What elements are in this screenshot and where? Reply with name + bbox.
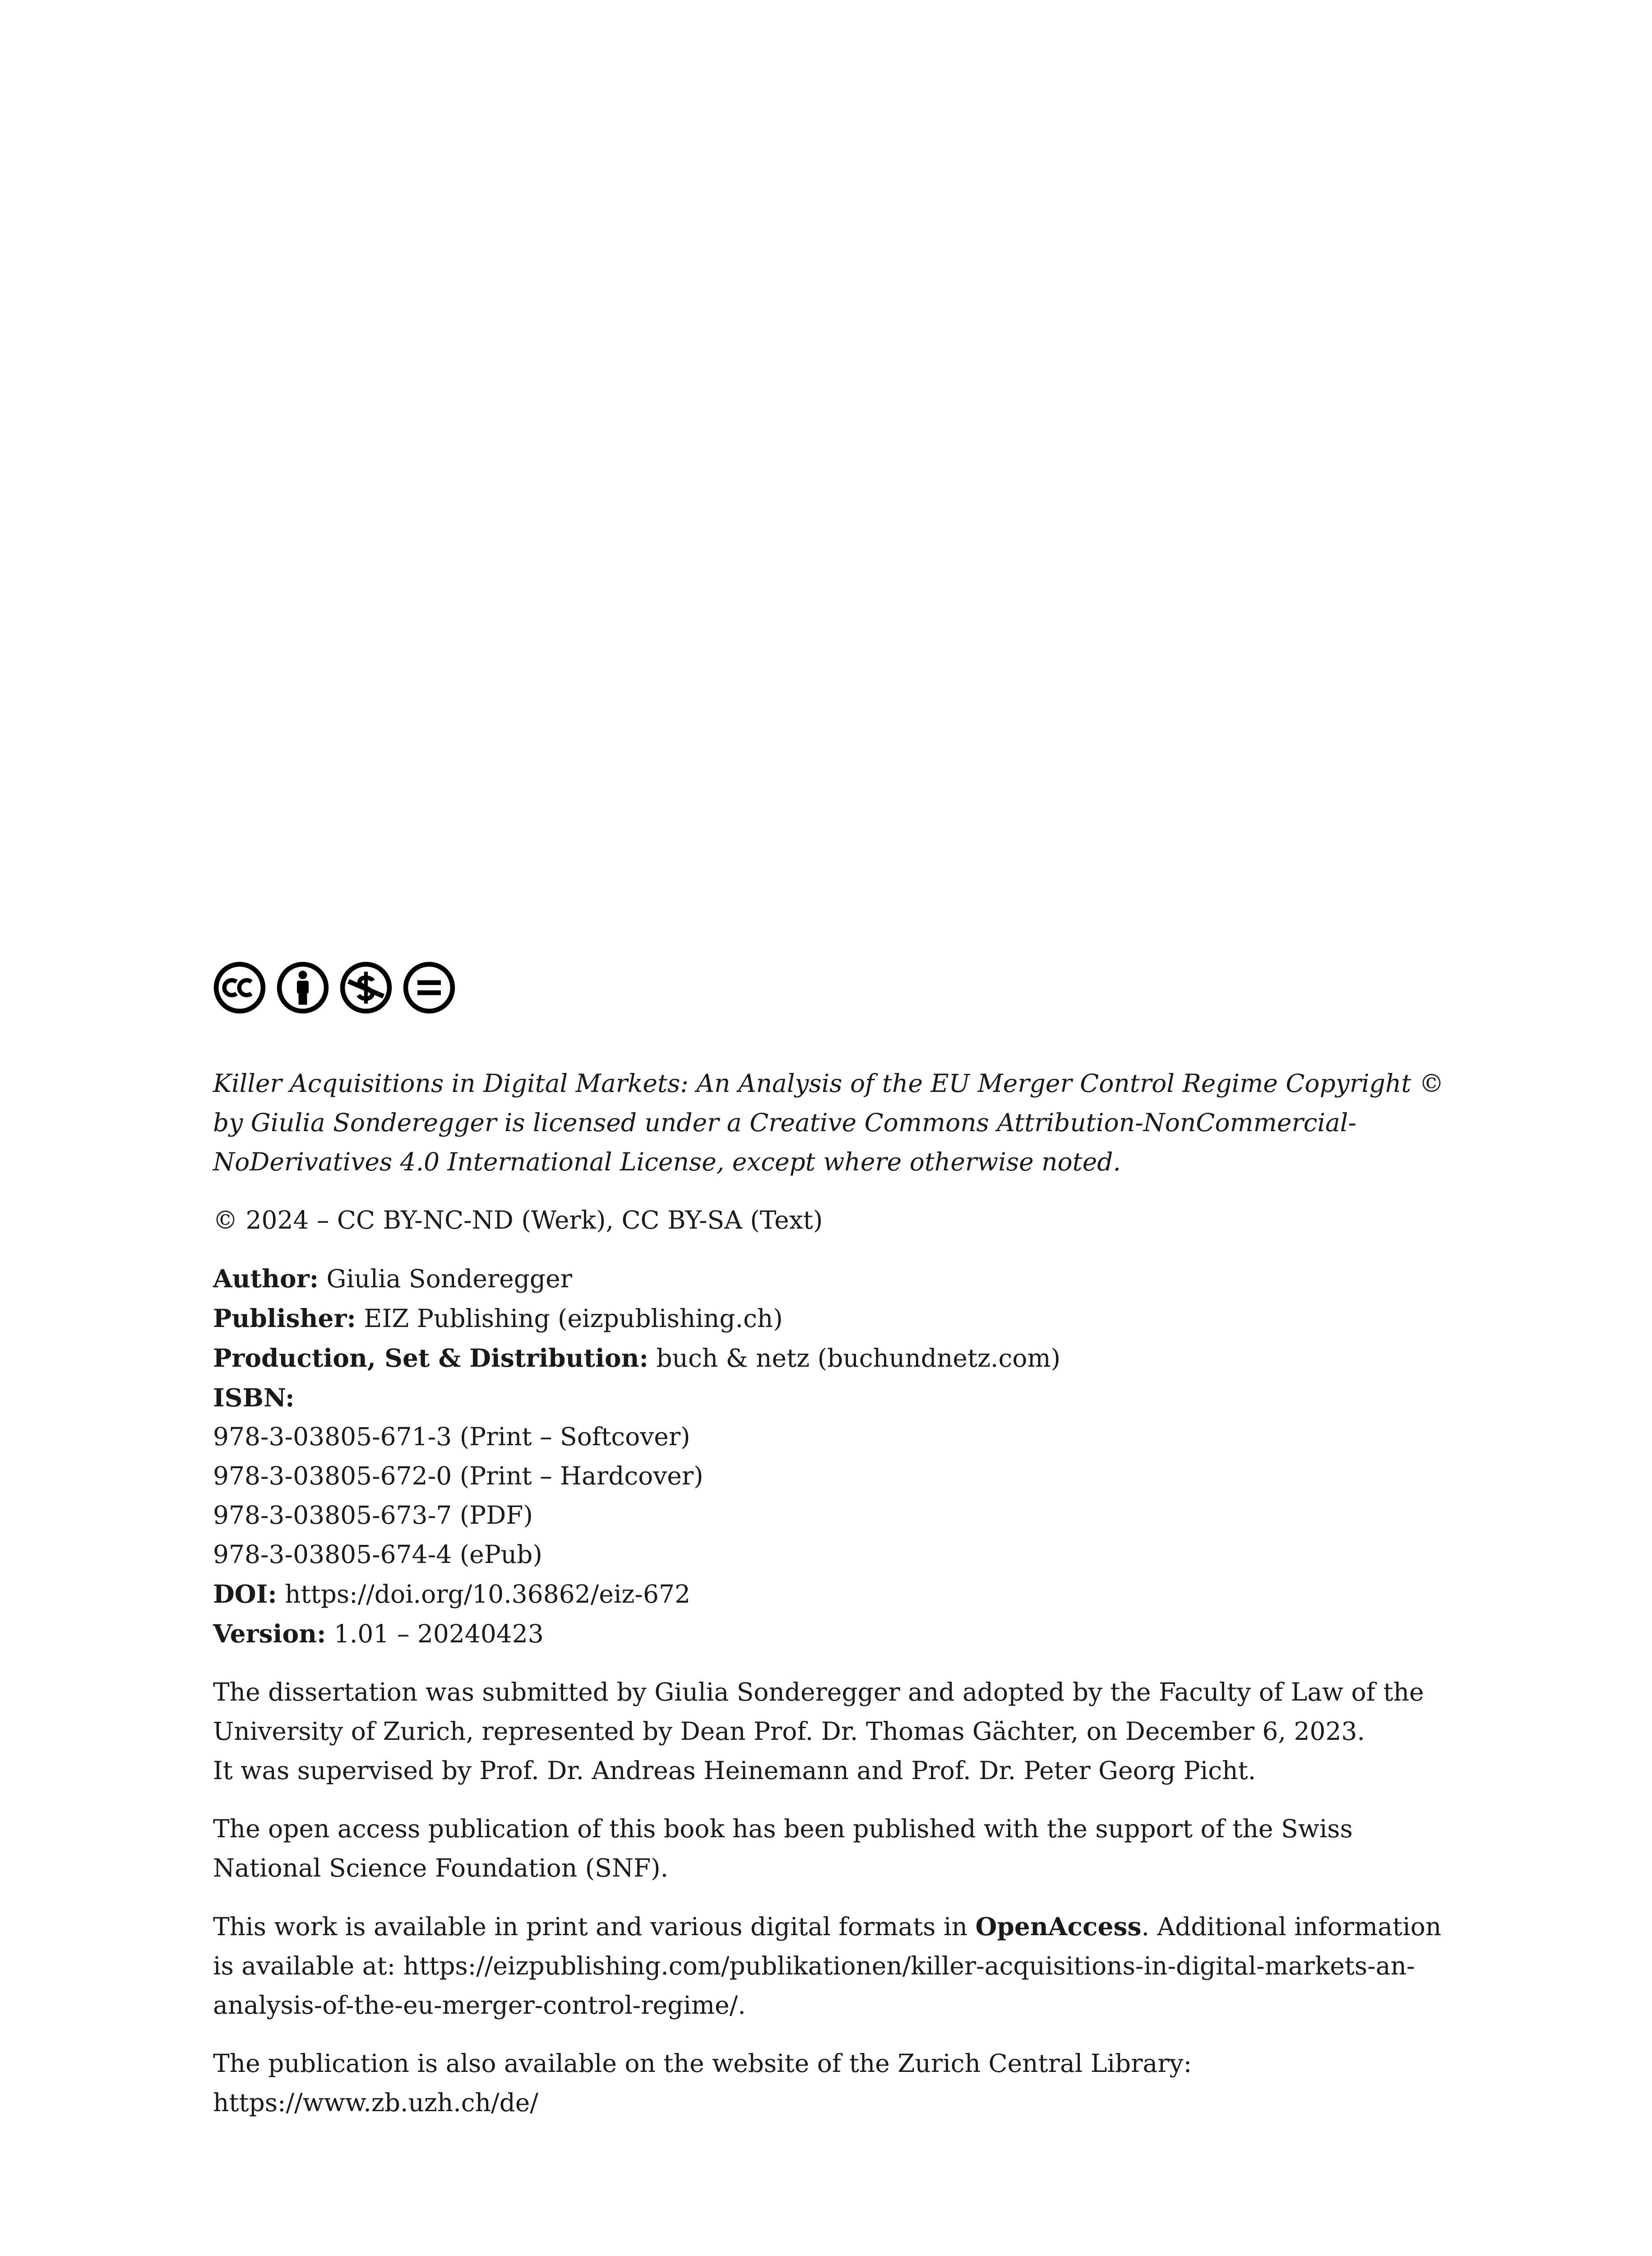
imprint-page (213, 961, 1458, 2141)
library-text: The publication is also available on the website of the Zurich Central Library: (213, 2049, 1192, 2078)
publisher-line (213, 1299, 1458, 1338)
availability-note (213, 1907, 1458, 2025)
production-value: buch & netz (buchundnetz.com) (648, 1344, 1061, 1373)
version-label: Version: (213, 1619, 326, 1648)
by-attribution-icon (276, 961, 329, 1014)
production-line (213, 1338, 1458, 1378)
availability-text-before: This work is available in print and various digital formats in (213, 1912, 976, 1941)
noncommercial-icon (339, 961, 393, 1014)
author-value: Giulia Sonderegger (319, 1264, 572, 1293)
isbn-label: ISBN: (213, 1383, 295, 1412)
production-label: Production, Set & Distribution: (213, 1343, 648, 1373)
snf-support-note: The open access publication of this book has been published with the support of the Swiss National Science Foundation (SNF). (213, 1814, 1353, 1882)
license-icons (213, 961, 1458, 1014)
author-label: Author: (213, 1264, 319, 1293)
dissertation-submission: The dissertation was submitted by Giulia Sonderegger and adopted by the Faculty of Law of the University of Zurich, represented by Dean Prof. Dr. Thomas Gächter, on December 6, 2023. (213, 1678, 1424, 1746)
author-line (213, 1259, 1458, 1299)
dissertation-note (213, 1673, 1458, 1790)
isbn-hardcover: 978-3-03805-672-0 (Print – Hardcover) (213, 1461, 703, 1490)
isbn-pdf: 978-3-03805-673-7 (PDF) (213, 1501, 533, 1530)
isbn-softcover: 978-3-03805-671-3 (Print – Softcover) (213, 1422, 690, 1451)
library-url: https://www.zb.uzh.ch/de/ (213, 2088, 538, 2117)
publisher-label: Publisher: (213, 1304, 356, 1333)
copyright-line: © 2024 – CC BY-NC-ND (Werk), CC BY-SA (Text) (213, 1206, 823, 1234)
publisher-value: EIZ Publishing (eizpublishing.ch) (356, 1304, 783, 1333)
doi-line (213, 1574, 1458, 1614)
isbn-epub: 978-3-03805-674-4 (ePub) (213, 1540, 542, 1569)
publication-metadata (213, 1259, 1458, 1654)
doi-value: https://doi.org/10.36862/eiz-672 (277, 1580, 690, 1609)
version-line (213, 1614, 1458, 1654)
library-note (213, 2044, 1458, 2122)
doi-label: DOI: (213, 1579, 277, 1609)
dissertation-supervision: It was supervised by Prof. Dr. Andreas Heinemann and Prof. Dr. Peter Georg Picht. (213, 1756, 1256, 1785)
license-statement: Killer Acquisitions in Digital Markets: An Analysis of the EU Merger Control Regime Copyright © by Giulia Sonderegger is licensed under a Creative Commons Attribution-NonCommercial-NoDerivatives 4.0 International License, except where otherwise noted. (213, 1069, 1444, 1176)
noderivatives-icon (403, 961, 456, 1014)
version-value: 1.01 – 20240423 (326, 1619, 544, 1648)
openaccess-label: OpenAccess (975, 1912, 1142, 1941)
availability-text-after: . Additional information is available at: https://eizpublishing.com/publikationen/killer-acquisitions-in-digital-markets-an-analysis-of-the-eu-merger-control-regime/. (213, 1912, 1442, 2020)
cc-icon (213, 961, 266, 1014)
